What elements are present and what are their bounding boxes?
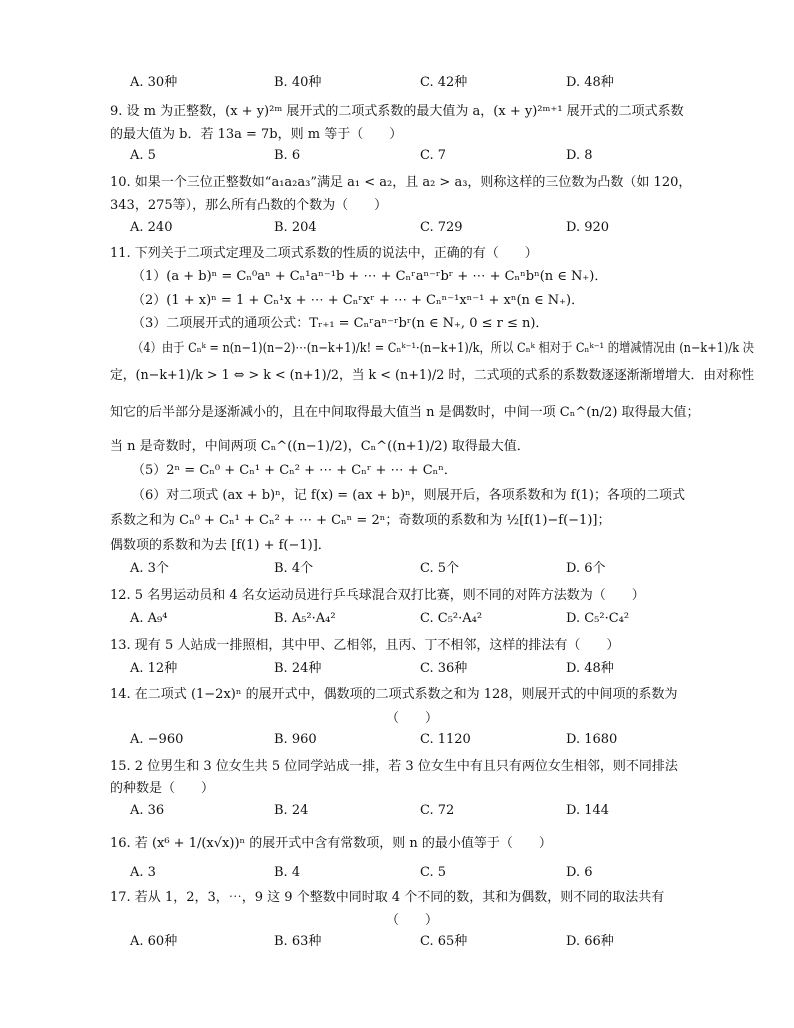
option-a[interactable]: A. 3 [130, 865, 156, 880]
q17-stem: 17. 若从 1，2，3，⋯，9 这 9 个整数中同时取 4 个不同的数，其和为偶数，则不同的取法共有 [110, 890, 665, 905]
q11-statement-1: （1）(a + b)ⁿ = Cₙ⁰aⁿ + Cₙ¹aⁿ⁻¹b + ⋯ + Cₙʳaⁿ⁻ʳbʳ + ⋯ + Cₙⁿbⁿ(n ∈ N₊)． [132, 269, 608, 284]
q9-stem-line2: 的最大值为 b．若 13a = 7b，则 m 等于（ ） [110, 127, 403, 142]
option-c[interactable]: C. C₅²·A₄² [420, 611, 483, 626]
option-a[interactable]: A. 5 [130, 148, 156, 163]
q14-answer-paren: （ ） [386, 711, 439, 726]
q11-statement-2: （2）(1 + x)ⁿ = 1 + Cₙ¹x + ⋯ + Cₙʳxʳ + ⋯ + Cₙⁿ⁻¹xⁿ⁻¹ + xⁿ(n ∈ N₊)． [132, 293, 585, 308]
option-b[interactable]: B. 4个 [274, 561, 314, 576]
option-a[interactable]: A. 240 [130, 220, 173, 235]
option-c[interactable]: C. 7 [420, 148, 447, 163]
option-d[interactable]: D. 48种 [566, 661, 614, 676]
q11-statement-4a: （4）由于 Cₙᵏ = n(n−1)(n−2)⋯(n−k+1)/k! = Cₙᵏ⁻¹·(n−k+1)/k，所以 Cₙᵏ 相对于 Cₙᵏ⁻¹ 的增减情况由 (n−k+1)/k 决 [132, 341, 755, 356]
option-b[interactable]: B. 6 [274, 148, 301, 163]
q10-options [130, 219, 730, 237]
q11-stem: 11. 下列关于二项式定理及二项式系数的性质的说法中，正确的有（ ） [110, 246, 538, 261]
option-c[interactable]: C. 5个 [420, 561, 460, 576]
q15-options [130, 802, 730, 820]
q11-statement-6a: （6）对二项式 (ax + b)ⁿ，记 f(x) = (ax + b)ⁿ，则展开后，各项系数和为 f(1)；各项的二项式 [132, 488, 685, 503]
q11-statement-4d: 当 n 是奇数时，中间两项 Cₙ^((n−1)/2)，Cₙ^((n+1)/2) 取得最大值． [110, 439, 530, 454]
q17-answer-paren: （ ） [386, 913, 439, 928]
q10-stem-line1: 10. 如果一个三位正整数如“a₁a₂a₃”满足 a₁ < a₂，且 a₂ > a₃，则称这样的三位数为凸数（如 120， [110, 175, 692, 190]
q13-stem: 13. 现有 5 人站成一排照相，其中甲、乙相邻，且丙、丁不相邻，这样的排法有（ ） [110, 638, 620, 653]
option-c[interactable]: C. 65种 [420, 934, 468, 949]
q16-stem: 16. 若 (x⁶ + 1/(x√x))ⁿ 的展开式中含有常数项，则 n 的最小值等于（ ） [110, 836, 552, 851]
option-b[interactable]: B. 40种 [274, 75, 322, 90]
q9-options [130, 147, 730, 165]
option-c[interactable]: C. 36种 [420, 661, 468, 676]
q11-statement-5: （5）2ⁿ = Cₙ⁰ + Cₙ¹ + Cₙ² + ⋯ + Cₙʳ + ⋯ + Cₙⁿ． [132, 463, 457, 478]
q12-stem: 12. 5 名男运动员和 4 名女运动员进行乒乓球混合双打比赛，则不同的对阵方法数为（ ） [110, 588, 645, 603]
q11-statement-4b: 定，(n−k+1)/k > 1 ⇔ > k < (n+1)/2，当 k < (n+1)/2 时，二式项的式系的系数数逐逐渐渐增增大．由对称性 [110, 368, 755, 383]
q13-options [130, 660, 730, 678]
option-b[interactable]: B. 63种 [274, 934, 322, 949]
option-d[interactable]: D. 66种 [566, 934, 614, 949]
q15-stem-line1: 15. 2 位男生和 3 位女生共 5 位同学站成一排，若 3 位女生中有且只有两位女生相邻，则不同排法 [110, 759, 678, 774]
option-a[interactable]: A. 30种 [130, 75, 178, 90]
option-d[interactable]: D. C₅²·C₄² [566, 611, 630, 626]
option-d[interactable]: D. 48种 [566, 75, 614, 90]
option-d[interactable]: D. 6个 [566, 561, 606, 576]
option-c[interactable]: C. 729 [420, 220, 463, 235]
option-a[interactable]: A. 12种 [130, 661, 178, 676]
option-d[interactable]: D. 144 [566, 803, 610, 818]
option-b[interactable]: B. A₅²·A₄² [274, 611, 336, 626]
option-a[interactable]: A. 3个 [130, 561, 169, 576]
q10-stem-line2: 343，275等），那么所有凸数的个数为（ ） [110, 198, 388, 213]
option-c[interactable]: C. 1120 [420, 732, 471, 747]
q9-stem-line1: 9. 设 m 为正整数，(x + y)²ᵐ 展开式的二项式系数的最大值为 a，(x + y)²ᵐ⁺¹ 展开式的二项式系数 [110, 104, 684, 119]
option-c[interactable]: C. 5 [420, 865, 447, 880]
option-b[interactable]: B. 960 [274, 732, 317, 747]
option-a[interactable]: A. 60种 [130, 934, 178, 949]
option-b[interactable]: B. 204 [274, 220, 317, 235]
option-d[interactable]: D. 1680 [566, 732, 618, 747]
q12-options [130, 610, 730, 628]
option-a[interactable]: A. −960 [130, 732, 184, 747]
q11-statement-3: （3）二项展开式的通项公式：Tᵣ₊₁ = Cₙʳaⁿ⁻ʳbʳ(n ∈ N₊, 0 ≤ r ≤ n)． [132, 316, 549, 331]
option-a[interactable]: A. A₉⁴ [130, 611, 168, 626]
q16-options [130, 864, 730, 882]
option-d[interactable]: D. 920 [566, 220, 610, 235]
q14-options [130, 731, 730, 749]
option-d[interactable]: D. 8 [566, 148, 593, 163]
option-b[interactable]: B. 24种 [274, 661, 322, 676]
q11-options [130, 560, 730, 578]
option-c[interactable]: C. 72 [420, 803, 455, 818]
option-b[interactable]: B. 4 [274, 865, 301, 880]
q17-options [130, 933, 730, 951]
q8-options [130, 74, 730, 92]
option-a[interactable]: A. 36 [130, 803, 165, 818]
q15-stem-line2: 的种数是（ ） [110, 781, 215, 796]
option-c[interactable]: C. 42种 [420, 75, 468, 90]
option-b[interactable]: B. 24 [274, 803, 309, 818]
q11-statement-6b: 系数之和为 Cₙ⁰ + Cₙ¹ + Cₙ² + ⋯ + Cₙⁿ = 2ⁿ；奇数项的系数和为 ½[f(1)−f(−1)]； [110, 513, 611, 528]
q11-statement-6c: 偶数项的系数和为去 [f(1) + f(−1)]． [110, 538, 331, 553]
q14-stem: 14. 在二项式 (1−2x)ⁿ 的展开式中，偶数项的二项式系数之和为 128，则展开式的中间项的系数为 [110, 687, 678, 702]
q11-statement-4c: 知它的后半部分是逐渐减小的，且在中间取得最大值当 n 是偶数时，中间一项 Cₙ^(n/2) 取得最大值； [110, 405, 700, 420]
option-d[interactable]: D. 6 [566, 865, 593, 880]
